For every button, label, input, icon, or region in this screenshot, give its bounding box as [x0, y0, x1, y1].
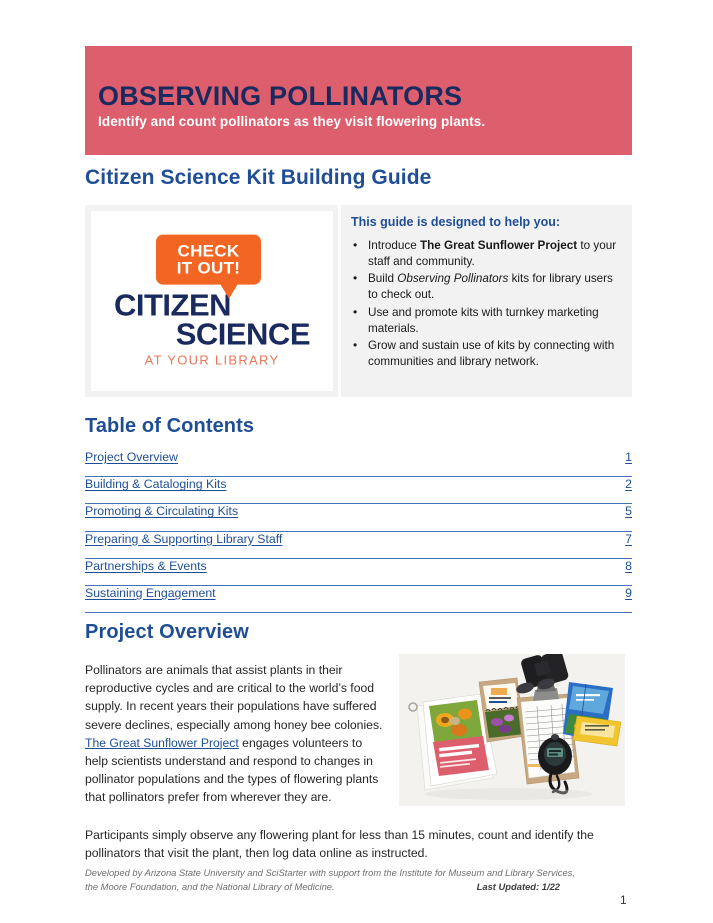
toc-entry[interactable]	[85, 504, 632, 531]
toc-entry-label[interactable]: Preparing & Supporting Library Staff	[85, 531, 283, 546]
logo-cell	[85, 205, 338, 397]
toc-entry-page[interactable]: 1	[625, 450, 632, 464]
bubble-line-1: CHECK	[177, 241, 240, 261]
info-band	[85, 205, 632, 397]
bullet-text-fragment: to your staff and community.	[368, 239, 617, 269]
footer	[85, 866, 632, 894]
toc-entry-page[interactable]: 5	[625, 504, 632, 519]
great-sunflower-project-link[interactable]: The Great Sunflower Project	[85, 735, 239, 750]
banner-title: OBSERVING POLLINATORS	[98, 81, 463, 111]
logo-tagline: AT YOUR LIBRARY	[144, 352, 280, 368]
last-updated-label: Last Updated: 1/22	[476, 881, 560, 893]
table-of-contents	[85, 450, 632, 613]
page-number: 1	[620, 893, 627, 907]
toc-entry[interactable]	[85, 450, 632, 477]
banner-subtitle: Identify and count pollinators as they visit flowering plants.	[98, 114, 486, 130]
bubble-line-2: IT OUT!	[176, 258, 241, 278]
bullet-text-fragment: Introduce	[368, 239, 420, 252]
bullet-text-fragment: Observing Pollinators	[397, 272, 509, 286]
overview-paragraph-2: Participants simply observe any flowering plant for less than 15 minutes, count and identify the pollinators that visit the plant, then log data online as instructed.	[85, 828, 594, 861]
speech-bubble-icon	[156, 235, 312, 289]
toc-heading: Table of Contents	[85, 415, 255, 437]
bullet-text-fragment: Grow and sustain use of kits by connecting with communities and library network.	[368, 338, 615, 368]
toc-entry[interactable]	[85, 559, 632, 586]
page-title: Citizen Science Kit Building Guide	[85, 166, 432, 189]
guide-bullet-item	[368, 271, 618, 303]
footer-credit-line-1: Developed by Arizona State University and SciStarter with support from the Institute for Museum and Library Services,	[85, 867, 575, 878]
toc-entry[interactable]	[85, 532, 632, 559]
toc-entry-page[interactable]: 7	[625, 531, 632, 546]
guide-bullet-item	[368, 238, 618, 270]
kit-contents-photo	[399, 654, 625, 806]
footer-row-2	[85, 880, 632, 894]
toc-entry[interactable]	[85, 477, 632, 504]
speech-bubble-body	[156, 235, 261, 285]
toc-entry[interactable]	[85, 586, 632, 613]
logo-word-citizen: CITIZEN	[114, 287, 232, 323]
bullet-text-fragment: Use and promote kits with turnkey marketing materials.	[368, 305, 599, 335]
speech-bubble-tail-icon	[220, 284, 238, 299]
toc-entry-label[interactable]: Partnerships & Events	[85, 558, 207, 573]
overview-text-a: Pollinators are animals that assist plants in their reproductive cycles and are critical to the world’s food supply. In recent years their populations have suffered severe declines, especially among honey bee colonies.	[85, 663, 383, 732]
bullet-text-fragment: Build	[368, 272, 398, 286]
overview-heading: Project Overview	[85, 621, 249, 643]
bullet-text-fragment: The Great Sunflower Project	[419, 239, 578, 252]
logo-box	[91, 211, 333, 391]
toc-entry-page[interactable]: 2	[625, 477, 632, 492]
logo-word-science: SCIENCE	[175, 317, 310, 352]
toc-entry-label[interactable]: Building & Cataloging Kits	[85, 477, 227, 492]
toc-entry-page[interactable]: 8	[625, 558, 632, 573]
guide-panel	[338, 205, 632, 397]
bullet-text-fragment: kits for library users to check out.	[368, 272, 613, 302]
toc-entry-label[interactable]: Sustaining Engagement	[85, 585, 216, 600]
guide-bullet-item	[368, 338, 618, 370]
citizen-science-logo	[112, 235, 312, 368]
toc-entry-label[interactable]: Project Overview	[85, 450, 178, 464]
guide-panel-heading: This guide is designed to help you:	[351, 215, 561, 229]
toc-entry-label[interactable]: Promoting & Circulating Kits	[85, 504, 239, 519]
footer-credit-line-2: the Moore Foundation, and the National Library of Medicine.	[85, 881, 335, 893]
overview-text-b: engages volunteers to help scientists understand and respond to changes in pollinator populations and the types of flowering plants that pollinators prefer from wherever they are.	[85, 735, 379, 805]
kit-photo-illustration	[399, 654, 625, 806]
overview-paragraph-1	[85, 661, 388, 806]
header-banner	[85, 46, 632, 155]
toc-entry-page[interactable]: 9	[625, 585, 632, 600]
guide-bullet-item	[368, 305, 618, 337]
guide-bullet-list	[351, 238, 618, 370]
